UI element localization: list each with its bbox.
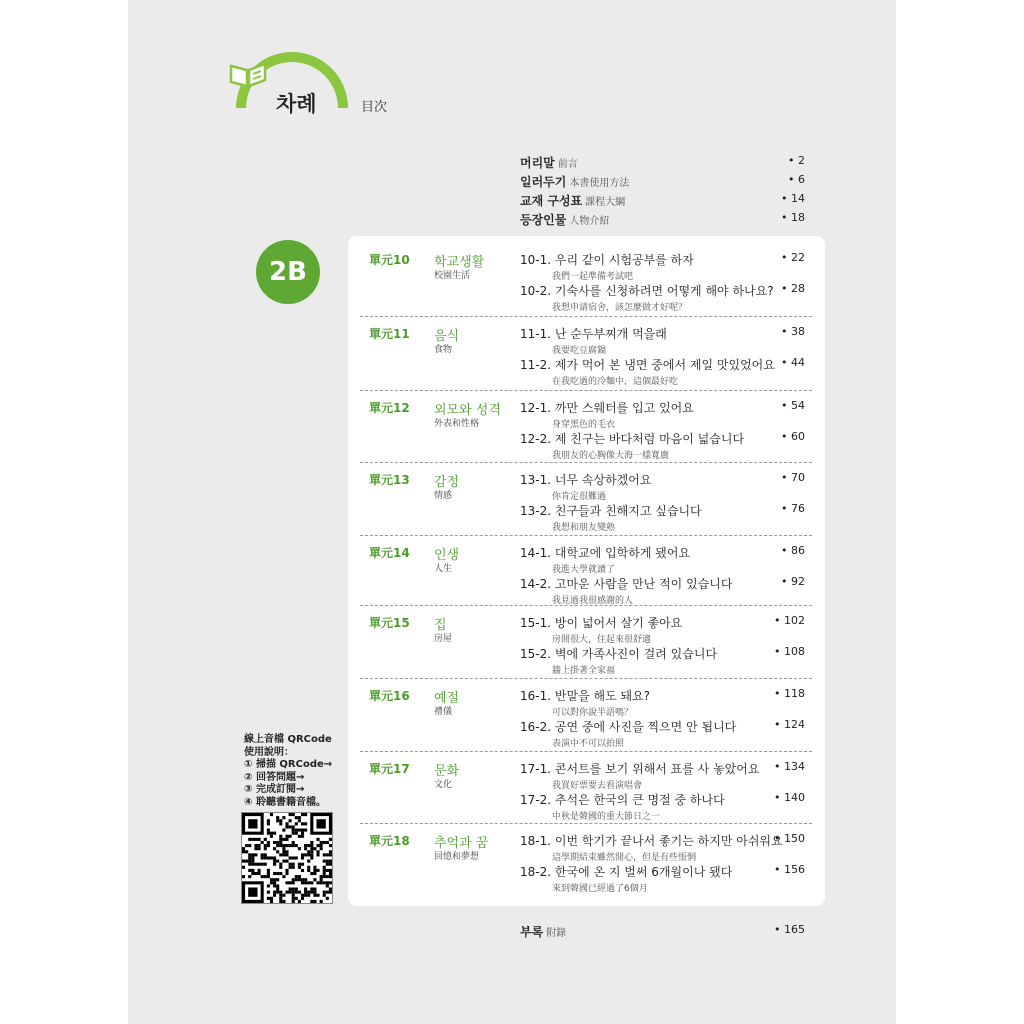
lesson-page: • 44	[781, 356, 805, 369]
lesson-title-ko: 우리 같이 시험공부를 하자	[554, 253, 694, 267]
lesson-title	[520, 325, 805, 342]
appendix-label-zh: 附錄	[546, 928, 567, 939]
lesson-title-ko: 너무 속상하겠어요	[554, 473, 652, 487]
lesson-page: • 22	[781, 251, 805, 264]
lesson-title-zh: 身穿黑色的毛衣	[552, 420, 616, 430]
lesson-title-ko: 제가 먹어 본 냉면 중에서 제일 맛있었어요	[554, 358, 775, 372]
lesson-number: 17-1.	[520, 762, 552, 776]
unit-number: 單元11	[369, 327, 410, 341]
unit-divider	[360, 462, 812, 463]
lesson-item[interactable]	[520, 832, 805, 863]
lesson-number: 10-1.	[520, 253, 552, 267]
lesson-title	[520, 863, 805, 880]
lesson-title-zh: 我朋友的心胸像大海一樣寬廣	[552, 451, 670, 461]
lesson-page: • 118	[774, 687, 805, 700]
lesson-page: • 134	[774, 760, 805, 773]
unit-number: 單元18	[369, 834, 410, 848]
lesson-title-zh: 我買好票要去看演唱會	[552, 781, 643, 791]
lesson-title-ko: 추석은 한국의 큰 명절 중 하나다	[554, 793, 725, 807]
appendix-page: • 165	[774, 923, 805, 936]
lesson-page: • 92	[781, 575, 805, 588]
level-badge: 2B	[256, 240, 320, 304]
lesson-item[interactable]	[520, 251, 805, 282]
unit-number: 單元16	[369, 689, 410, 703]
lesson-item[interactable]	[520, 471, 805, 502]
lesson-item[interactable]	[520, 760, 805, 791]
appendix-label: 부록	[520, 925, 544, 939]
lesson-page: • 54	[781, 399, 805, 412]
front-matter-page: • 6	[788, 173, 805, 186]
page-subtitle: 目次	[361, 100, 388, 115]
qr-instruction-line: ③ 完成訂閱→	[244, 784, 305, 795]
qr-instruction-line: ① 掃描 QRCode→	[244, 759, 333, 770]
lesson-number: 18-2.	[520, 865, 552, 879]
unit-title: 문화	[434, 764, 460, 779]
unit-title: 외모와 성격	[434, 403, 501, 418]
unit-title-zh: 房屋	[434, 634, 453, 644]
unit-divider	[360, 316, 812, 317]
unit-divider	[360, 535, 812, 536]
lesson-title-zh: 我見過我很感謝的人	[552, 596, 634, 606]
lesson-page: • 28	[781, 282, 805, 295]
unit-title-zh: 人生	[434, 564, 453, 574]
lesson-title	[520, 399, 805, 416]
lesson-title-ko: 한국에 온 지 벌써 6개월이나 됐다	[554, 865, 733, 879]
page-title: 차례	[276, 92, 317, 116]
unit-number: 單元12	[369, 401, 410, 415]
unit-title-zh: 情感	[434, 491, 453, 501]
front-matter-item[interactable]	[520, 154, 805, 171]
front-matter-label-zh: 人物介紹	[569, 216, 610, 227]
lesson-item[interactable]	[520, 575, 805, 606]
qr-instruction-line: 線上音檔 QRCode	[244, 734, 332, 745]
lesson-title-zh: 在我吃過的冷麵中，這個最好吃	[552, 377, 679, 387]
lesson-title-zh: 可以對你說半語嗎？	[552, 708, 634, 718]
lesson-title-ko: 방이 넓어서 살기 좋아요	[554, 616, 683, 630]
front-matter-page: • 2	[788, 154, 805, 167]
lesson-title-zh: 牆上掛著全家福	[552, 666, 616, 676]
lesson-title	[520, 356, 805, 373]
front-matter-label: 머리말	[520, 156, 555, 170]
unit-title-zh: 食物	[434, 345, 453, 355]
lesson-number: 12-2.	[520, 432, 552, 446]
lesson-title	[520, 614, 805, 631]
lesson-page: • 102	[774, 614, 805, 627]
front-matter-item[interactable]	[520, 173, 805, 190]
lesson-title-zh: 我要吃豆腐鍋	[552, 346, 607, 356]
lesson-item[interactable]	[520, 614, 805, 645]
lesson-number: 16-1.	[520, 689, 552, 703]
front-matter-label: 교재 구성표	[520, 194, 583, 208]
lesson-page: • 150	[774, 832, 805, 845]
lesson-title-ko: 난 순두부찌개 먹을래	[554, 327, 667, 341]
unit-title: 인생	[434, 548, 460, 563]
unit-title: 추억과 꿈	[434, 836, 489, 851]
lesson-item[interactable]	[520, 791, 805, 822]
lesson-title-zh: 我們一起準備考試吧	[552, 272, 634, 282]
open-book-icon	[228, 60, 268, 88]
lesson-item[interactable]	[520, 430, 805, 461]
lesson-title-zh: 來到韓國已經過了6個月	[552, 884, 648, 894]
lesson-number: 16-2.	[520, 720, 552, 734]
lesson-title	[520, 718, 805, 735]
unit-title: 예절	[434, 691, 460, 706]
lesson-title	[520, 282, 805, 299]
lesson-item[interactable]	[520, 399, 805, 430]
unit-divider	[360, 678, 812, 679]
appendix-entry[interactable]	[520, 923, 805, 940]
unit-title-zh: 文化	[434, 780, 453, 790]
qr-instruction-line: 使用說明：	[244, 746, 294, 758]
qr-instructions	[244, 734, 332, 809]
lesson-title	[520, 687, 805, 704]
qr-instruction-line: ② 回答問題→	[244, 771, 305, 783]
lesson-item[interactable]	[520, 863, 805, 894]
unit-divider	[360, 390, 812, 391]
lesson-title-ko: 기숙사를 신청하려면 어떻게 해야 하나요?	[554, 284, 774, 298]
lesson-page: • 86	[781, 544, 805, 557]
lesson-title-ko: 친구들과 친해지고 싶습니다	[554, 504, 702, 518]
unit-title-zh: 外表和性格	[434, 419, 480, 429]
unit-number: 單元13	[369, 473, 410, 487]
unit-divider	[360, 751, 812, 752]
lesson-number: 11-1.	[520, 327, 552, 341]
lesson-title-ko: 반말을 해도 돼요?	[554, 689, 651, 703]
lesson-title-ko: 까만 스웨터를 입고 있어요	[554, 401, 694, 415]
unit-number: 單元15	[369, 616, 410, 630]
lesson-title	[520, 251, 805, 268]
lesson-title-zh: 中秋是韓國的重大節日之一	[552, 812, 661, 822]
lesson-item[interactable]	[520, 325, 805, 356]
lesson-item[interactable]	[520, 687, 805, 718]
lesson-number: 12-1.	[520, 401, 552, 415]
lesson-title	[520, 544, 805, 561]
lesson-title	[520, 471, 805, 488]
lesson-item[interactable]	[520, 544, 805, 575]
lesson-title-ko: 공연 중에 사진을 찍으면 안 됩니다	[554, 720, 737, 734]
lesson-title-zh: 房間很大，住起來很舒適	[552, 635, 652, 645]
lesson-item[interactable]	[520, 282, 805, 313]
lesson-number: 13-2.	[520, 504, 552, 518]
lesson-number: 15-2.	[520, 647, 552, 661]
lesson-item[interactable]	[520, 356, 805, 387]
unit-title-zh: 校園生活	[434, 271, 471, 281]
lesson-title-zh: 你肯定很難過	[552, 492, 607, 502]
lesson-page: • 76	[781, 502, 805, 515]
lesson-title-zh: 表演中不可以拍照	[552, 739, 625, 749]
lesson-item[interactable]	[520, 502, 805, 533]
qr-instruction-line: ④ 聆聽書籍音檔。	[244, 796, 326, 808]
qr-code-image[interactable]	[241, 812, 333, 904]
lesson-title	[520, 791, 805, 808]
lesson-page: • 124	[774, 718, 805, 731]
lesson-title-zh: 我想申請宿舍，該怎麼做才好呢？	[552, 303, 688, 313]
front-matter-label-zh: 課程大綱	[585, 197, 626, 208]
lesson-item[interactable]	[520, 718, 805, 749]
lesson-title-ko: 제 친구는 바다처럼 마음이 넓습니다	[554, 432, 745, 446]
lesson-page: • 70	[781, 471, 805, 484]
unit-title: 음식	[434, 329, 460, 344]
lesson-page: • 140	[774, 791, 805, 804]
lesson-page: • 38	[781, 325, 805, 338]
unit-number: 單元10	[369, 253, 410, 267]
unit-title-zh: 禮儀	[434, 707, 453, 717]
lesson-title-ko: 콘서트를 보기 위해서 표를 사 놓았어요	[554, 762, 760, 776]
front-matter-label-zh: 前言	[557, 159, 578, 170]
lesson-title-ko: 이번 학기가 끝나서 좋기는 하지만 아쉬워요	[554, 834, 783, 848]
lesson-title-ko: 대학교에 입학하게 됐어요	[554, 546, 691, 560]
lesson-number: 14-2.	[520, 577, 552, 591]
lesson-title-ko: 벽에 가족사진이 걸려 있습니다	[554, 647, 718, 661]
lesson-number: 15-1.	[520, 616, 552, 630]
lesson-title	[520, 832, 805, 849]
lesson-title	[520, 430, 805, 447]
unit-title: 감정	[434, 475, 460, 490]
unit-number: 單元14	[369, 546, 410, 560]
lesson-number: 13-1.	[520, 473, 552, 487]
lesson-number: 17-2.	[520, 793, 552, 807]
unit-divider	[360, 605, 812, 606]
unit-title: 학교생활	[434, 255, 485, 270]
front-matter-item[interactable]	[520, 211, 805, 228]
lesson-title-zh: 這學期結束雖然開心，但是有些悵惘	[552, 853, 697, 863]
lesson-page: • 108	[774, 645, 805, 658]
front-matter-label-zh: 本書使用方法	[569, 178, 630, 189]
lesson-number: 18-1.	[520, 834, 552, 848]
front-matter-item[interactable]	[520, 192, 805, 209]
lesson-page: • 60	[781, 430, 805, 443]
lesson-title	[520, 502, 805, 519]
lesson-title	[520, 575, 805, 592]
lesson-title-zh: 我進大學就讀了	[552, 565, 616, 575]
unit-title: 집	[434, 618, 447, 633]
unit-divider	[360, 823, 812, 824]
lesson-page: • 156	[774, 863, 805, 876]
lesson-title-ko: 고마운 사람을 만난 적이 있습니다	[554, 577, 733, 591]
lesson-number: 10-2.	[520, 284, 552, 298]
front-matter-page: • 14	[781, 192, 805, 205]
lesson-number: 14-1.	[520, 546, 552, 560]
lesson-title-zh: 我想和朋友變熟	[552, 523, 616, 533]
front-matter-label: 등장인물	[520, 213, 567, 227]
front-matter-label: 일러두기	[520, 175, 567, 189]
unit-title-zh: 回憶和夢想	[434, 852, 480, 862]
lesson-number: 11-2.	[520, 358, 552, 372]
lesson-title	[520, 760, 805, 777]
lesson-item[interactable]	[520, 645, 805, 676]
front-matter-page: • 18	[781, 211, 805, 224]
lesson-title	[520, 645, 805, 662]
unit-number: 單元17	[369, 762, 410, 776]
